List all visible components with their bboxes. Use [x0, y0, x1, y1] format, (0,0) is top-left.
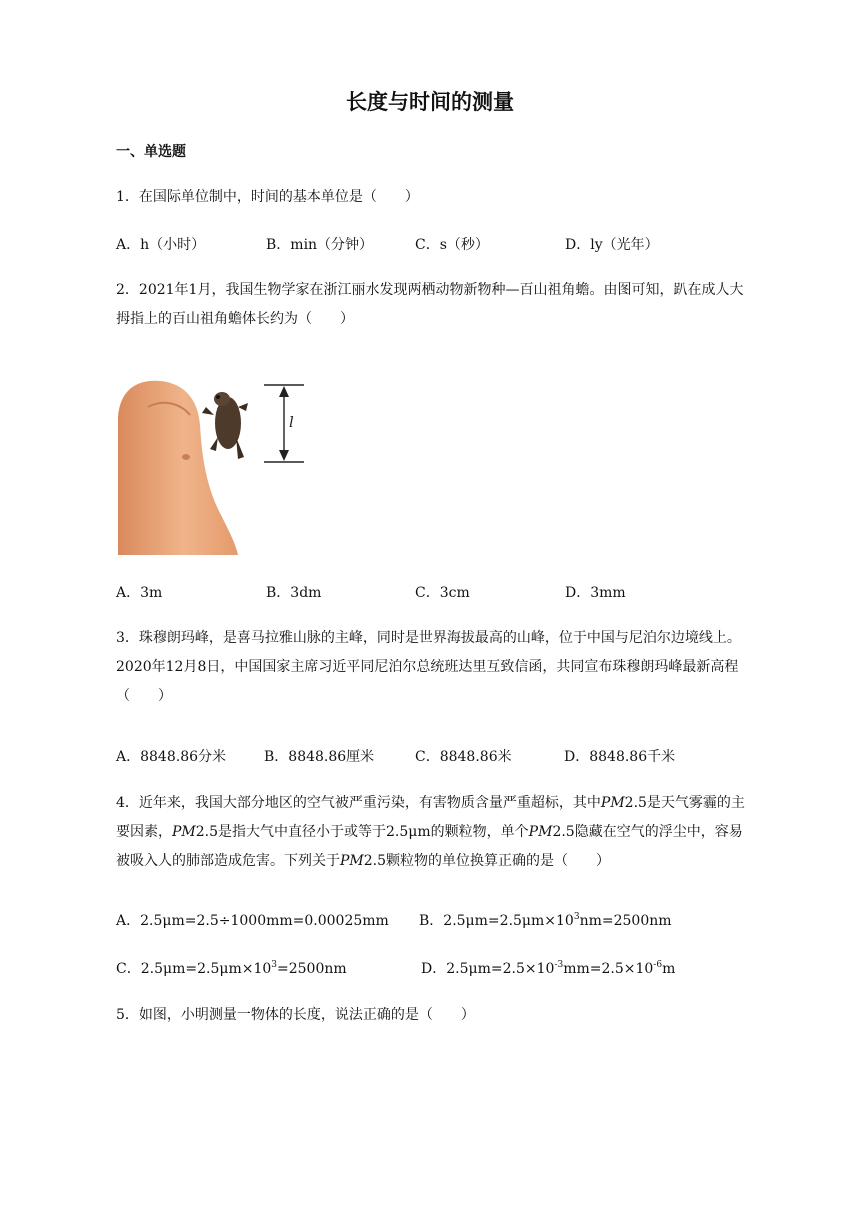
question-4-option-c: C．$2.5\mu m=2.5\mu m\times 10^3=2500nm$: [116, 960, 347, 977]
question-1-option-a: A．h（小时）: [116, 237, 206, 253]
question-4-option-b: B．$2.5\mu m=2.5\mu m\times 10^3nm=2500nm$: [419, 912, 672, 929]
length-label: l: [289, 413, 294, 431]
question-5-stem: 5．如图，小明测量一物体的长度，说法正确的是（ ）: [116, 1007, 475, 1023]
question-4-option-a: A．2.5μm=2.5÷1000mm=0.00025mm: [116, 913, 389, 929]
frog-shape: [202, 392, 248, 459]
question-2-option-b: B．3dm: [266, 585, 322, 601]
question-3-option-d: D．8848.86千米: [564, 749, 676, 765]
question-3-option-c: C．8848.86米: [415, 749, 512, 765]
question-1-stem: 1．在国际单位制中，时间的基本单位是（ ）: [116, 189, 419, 205]
question-1-option-b: B．min（分钟）: [266, 237, 374, 253]
thumb-frog-figure: [118, 377, 318, 555]
question-3-option-a: A．8848.86分米: [116, 749, 227, 765]
question-4-option-d: D．$2.5\mu m=2.5\times 10^{-3}mm=2.5\times 10^{-6}m$: [421, 960, 676, 977]
question-3-option-b: B．8848.86厘米: [264, 749, 375, 765]
thumb-frog-illustration: [118, 377, 318, 555]
question-1-option-d: D．ly（光年）: [565, 237, 659, 253]
question-2-option-a: A．3m: [116, 585, 163, 601]
question-3-stem: 3．珠穆朗玛峰，是喜马拉雅山脉的主峰，同时是世界海拔最高的山峰，位于中国与尼泊尔边境线上。2020年12月8日，中国国家主席习近平同尼泊尔总统班达里互致信函，共同宣布珠穆朗玛峰最新高程（ ）: [116, 630, 741, 704]
page-title: 长度与时间的测量: [346, 90, 514, 114]
question-4-stem: 4．近年来，我国大部分地区的空气被严重污染，有害物质含量严重超标，其中PM2.5是天气雾霾的主要因素，PM2.5是指大气中直径小于或等于2.5μm的颗粒物，单个PM2.5隐藏在空气的浮尘中，容易被吸入人的肺部造成危害。下列关于PM2.5颗粒物的单位换算正确的是（ ）: [116, 795, 745, 869]
question-1-option-c: C．s（秒）: [415, 237, 489, 253]
question-2-option-c: C．3cm: [415, 585, 470, 601]
question-2-stem: 2．2021年1月，我国生物学家在浙江丽水发现两栖动物新物种—百山祖角蟾。由图可知，趴在成人大拇指上的百山祖角蟾体长约为（ ）: [116, 282, 744, 327]
section-heading: 一、单选题: [116, 144, 186, 160]
question-2-option-d: D．3mm: [565, 585, 626, 601]
